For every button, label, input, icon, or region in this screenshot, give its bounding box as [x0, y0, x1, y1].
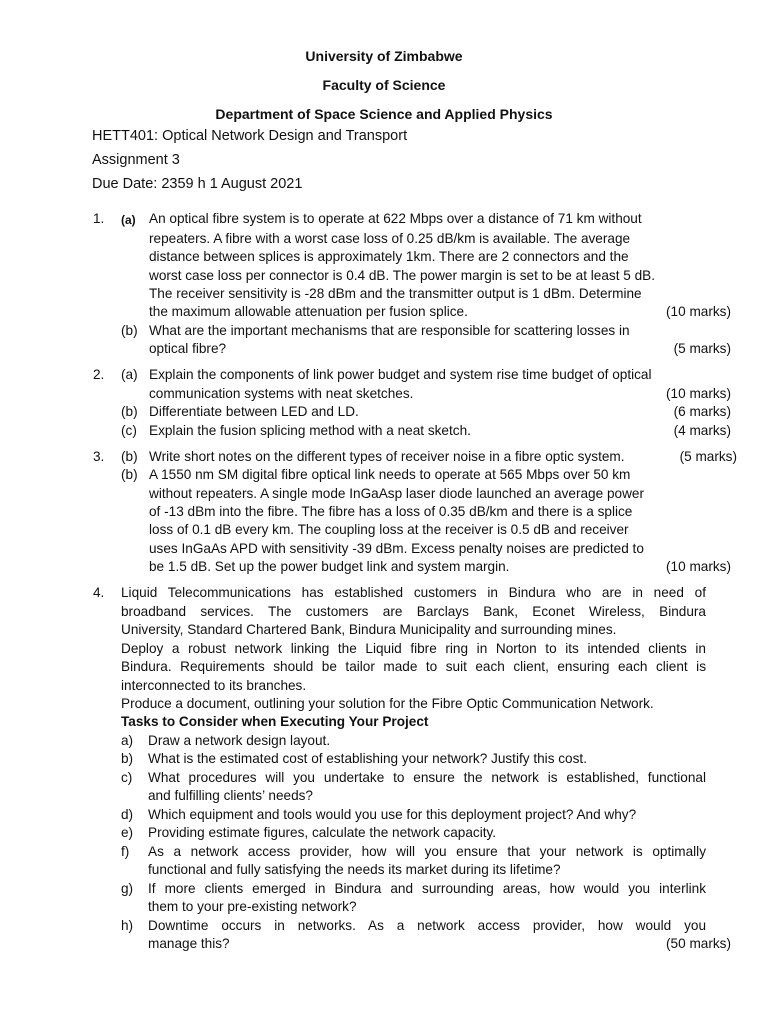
part-label: (c) [121, 423, 137, 438]
question-text-line [149, 422, 731, 440]
question-text-line: of -13 dBm into the fibre. The fibre has a loss of 0.35 dB/km and there is a splice [149, 504, 633, 519]
task-text: What is the estimated cost of establishing your network? Justify this cost. [148, 751, 587, 766]
question-text: Explain the fusion splicing method with a neat sketch. [149, 423, 471, 438]
task-text: them to your pre-existing network? [148, 899, 357, 914]
task-label: c) [121, 770, 133, 785]
task-text: Downtime occurs in networks. As a network access provider, how would you [148, 918, 706, 933]
task-text: Which equipment and tools would you use for this deployment project? And why? [148, 807, 637, 822]
question-text-line: distance between splices is approximately 1km. There are 2 connectors and the [149, 249, 629, 264]
question-text-line: Explain the components of link power budget and system rise time budget of optical [149, 367, 652, 382]
task-text-line [148, 935, 731, 953]
part-label: (b) [121, 467, 138, 482]
part-label: (a) [121, 367, 138, 382]
part-label: (a) [121, 213, 136, 227]
question-number: 2. [93, 367, 105, 382]
question-text: Write short notes on the different types of receiver noise in a fibre optic system. [149, 449, 625, 464]
task-label: b) [121, 751, 134, 766]
question-text: optical fibre? [149, 341, 227, 356]
marks-label: (10 marks) [666, 386, 731, 401]
question-text-line: repeaters. A fibre with a worst case loss of 0.25 dB/km is available. The average [149, 231, 631, 246]
marks-label: (5 marks) [673, 341, 731, 356]
assignment-number: Assignment 3 [92, 152, 180, 168]
question-number: 3. [93, 449, 105, 464]
question-text: the maximum allowable attenuation per fusion splice. [149, 304, 468, 319]
question-text-line [149, 403, 731, 421]
marks-label: (6 marks) [673, 404, 731, 419]
due-date: Due Date: 2359 h 1 August 2021 [92, 176, 303, 192]
paragraph-line: Liquid Telecommunications has established customers in Bindura who are in need of [121, 585, 706, 600]
task-text: functional and fully satisfying the needs its market during its lifetime? [148, 862, 561, 877]
task-label: a) [121, 733, 134, 748]
task-label: g) [121, 881, 134, 896]
paragraph-line: Bindura. Requirements should be tailor made to suit each client, ensuring each client is [121, 659, 706, 674]
faculty-title: Faculty of Science [322, 77, 446, 93]
marks-label: (10 marks) [666, 304, 731, 319]
question-text-line [149, 385, 731, 403]
part-label: (b) [121, 323, 138, 338]
university-title: University of Zimbabwe [305, 48, 463, 64]
marks-label: (10 marks) [666, 559, 731, 574]
tasks-heading: Tasks to Consider when Executing Your Project [121, 714, 429, 729]
marks-label: (4 marks) [673, 423, 731, 438]
part-label: (b) [121, 404, 138, 419]
question-text-line: loss of 0.1 dB every km. The coupling loss at the receiver is 0.5 dB and receiver [149, 522, 629, 537]
question-text-line: without repeaters. A single mode InGaAsp laser diode launched an average power [149, 486, 644, 501]
task-text: Draw a network design layout. [148, 733, 331, 748]
question-text-line [149, 448, 737, 466]
paragraph-line: University, Standard Chartered Bank, Bindura Municipality and surrounding mines. [121, 622, 617, 637]
task-text: What procedures will you undertake to ensure the network is established, functional [148, 770, 706, 785]
paragraph-line: Deploy a robust network linking the Liquid fibre ring in Norton to its intended clients in [121, 641, 706, 656]
task-text: and fulfilling clients’ needs? [148, 788, 313, 803]
task-label: d) [121, 807, 134, 822]
task-label: e) [121, 825, 134, 840]
marks-label: (50 marks) [666, 936, 731, 951]
question-text-line: What are the important mechanisms that are responsible for scattering losses in [149, 323, 630, 338]
part-label: (b) [121, 449, 138, 464]
question-text-line: worst case loss per connector is 0.4 dB. The power margin is set to be at least 5 dB. [149, 268, 655, 283]
task-label: h) [121, 918, 134, 933]
question-text-line: uses InGaAs APD with sensitivity -39 dBm. Excess penalty noises are predicted to [149, 541, 644, 556]
question-text-line [149, 340, 731, 358]
question-text: Differentiate between LED and LD. [149, 404, 359, 419]
question-text: communication systems with neat sketches. [149, 386, 414, 401]
question-text: be 1.5 dB. Set up the power budget link and system margin. [149, 559, 510, 574]
task-text: Providing estimate figures, calculate the network capacity. [148, 825, 497, 840]
course-title: HETT401: Optical Network Design and Transport [92, 128, 408, 144]
question-text-line: An optical fibre system is to operate at 622 Mbps over a distance of 71 km without [149, 211, 642, 226]
question-text-line: The receiver sensitivity is -28 dBm and the transmitter output is 1 dBm. Determine [149, 286, 642, 301]
task-label: f) [121, 844, 130, 859]
task-text: If more clients emerged in Bindura and surrounding areas, how would you interlink [148, 881, 706, 896]
task-text: manage this? [148, 936, 230, 951]
question-text-line [149, 558, 731, 576]
question-number: 1. [93, 211, 105, 226]
paragraph-line: Produce a document, outlining your solution for the Fibre Optic Communication Network. [121, 696, 654, 711]
question-text-line: A 1550 nm SM digital fibre optical link needs to operate at 565 Mbps over 50 km [149, 467, 631, 482]
marks-label: (5 marks) [679, 449, 737, 464]
question-text-line [149, 303, 731, 321]
department-title: Department of Space Science and Applied Physics [215, 106, 553, 122]
task-text: As a network access provider, how will you ensure that your network is optimally [148, 844, 706, 859]
question-number: 4. [93, 585, 105, 600]
paragraph-line: broadband services. The customers are Barclays Bank, Econet Wireless, Bindura [121, 604, 706, 619]
paragraph-line: interconnected to its branches. [121, 678, 307, 693]
